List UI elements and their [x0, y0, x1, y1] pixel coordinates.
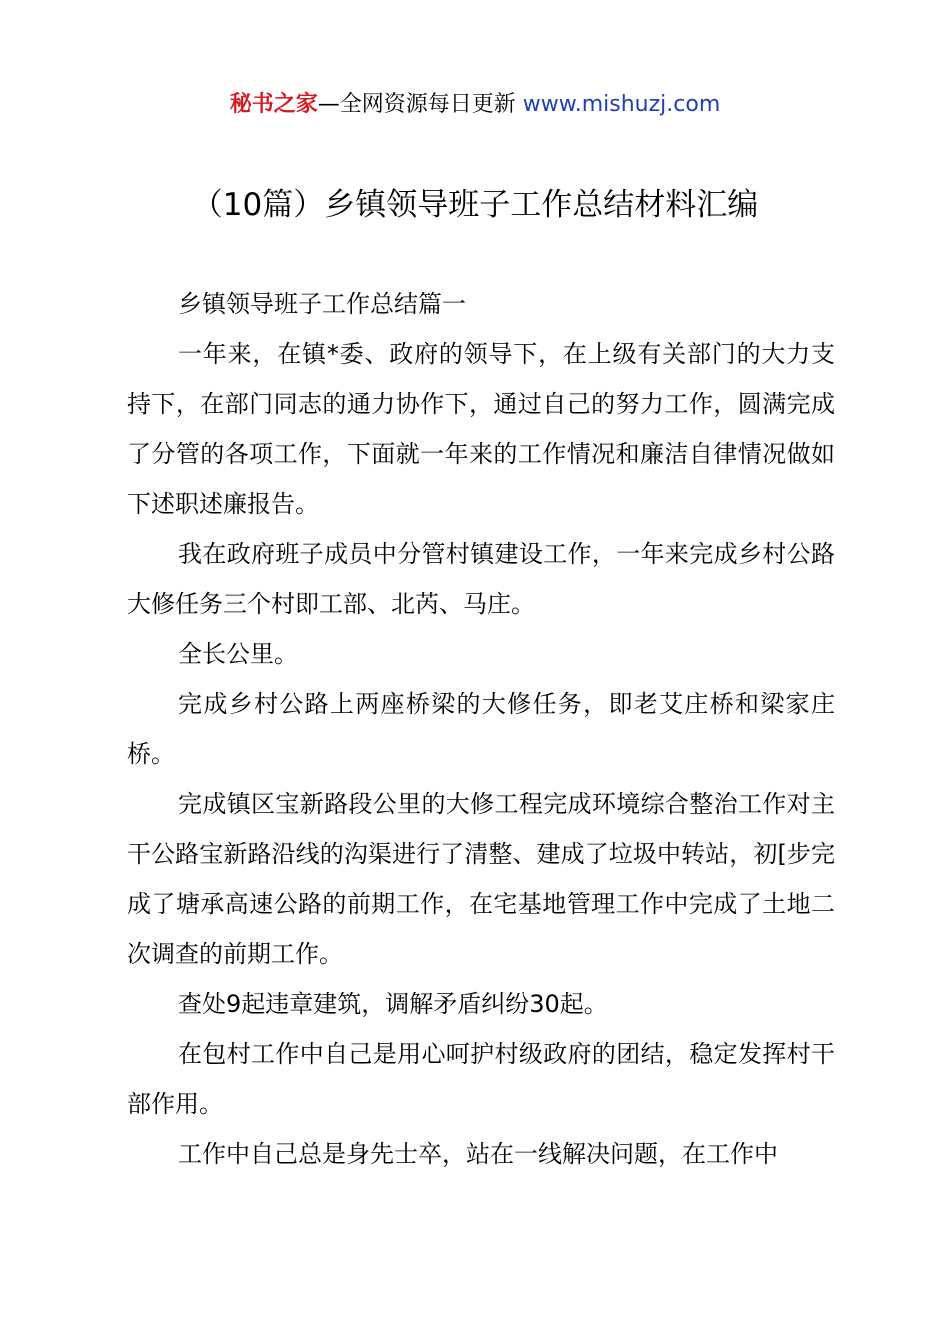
paragraph: 在包村工作中自己是用心呵护村级政府的团结，稳定发挥村干部作用。: [127, 1040, 835, 1118]
paragraph: 全长公里。: [178, 640, 298, 668]
paragraph: 查处9起违章建筑，调解矛盾纠纷30起。: [178, 990, 608, 1018]
site-banner: [0, 88, 950, 122]
site-slogan: —全网资源每日更新: [317, 92, 516, 117]
paragraph: 完成镇区宝新路段公里的大修工程完成环境综合整治工作对主干公路宝新路沿线的沟渠进行了清整、建成了垃圾中转站，初[步完成了塘承高速公路的前期工作，在宅基地管理工作中完成了土地二次调查的前期工作。: [127, 790, 835, 968]
paragraph: 工作中自己总是身先士卒，站在一线解决问题，在工作中: [178, 1140, 778, 1168]
section-heading: 乡镇领导班子工作总结篇一: [178, 290, 466, 318]
site-brand: 秘书之家: [229, 92, 318, 117]
paragraph: 我在政府班子成员中分管村镇建设工作，一年来完成乡村公路大修任务三个村即工部、北芮、马庄。: [127, 540, 835, 618]
site-url-link[interactable]: www.mishuzj.com: [522, 92, 721, 117]
paragraph: 一年来，在镇*委、政府的领导下，在上级有关部门的大力支持下，在部门同志的通力协作下，通过自己的努力工作，圆满完成了分管的各项工作，下面就一年来的工作情况和廉洁自律情况做如下述职述廉报告。: [127, 340, 835, 518]
document-title: （10篇）乡镇领导班子工作总结材料汇编: [191, 187, 759, 223]
document-body: [127, 279, 835, 1179]
paragraph: 完成乡村公路上两座桥梁的大修任务，即老艾庄桥和梁家庄桥。: [127, 690, 835, 768]
